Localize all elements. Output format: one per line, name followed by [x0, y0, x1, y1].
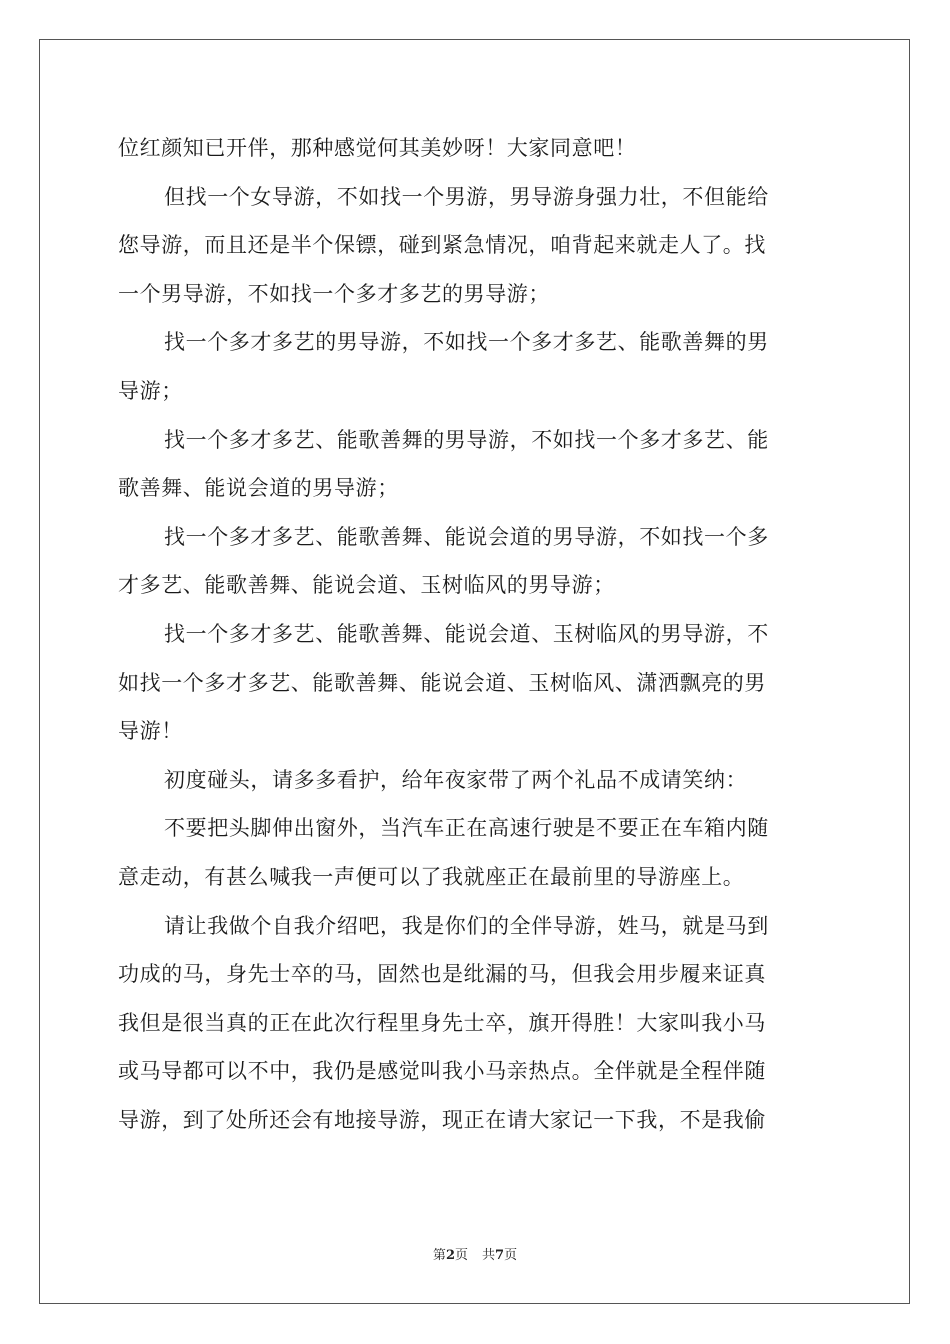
text-line: 您导游，而且还是半个保镖，碰到紧急情况，咱背起来就走人了。找: [118, 233, 766, 258]
page-number-current: 2: [445, 1248, 455, 1263]
text-line: 功成的马，身先士卒的马，固然也是纰漏的马，但我会用步履来证真: [118, 962, 766, 987]
page-total-suffix: 页: [504, 1248, 518, 1263]
page-total-prefix: 共: [482, 1248, 496, 1263]
text-line: 歌善舞、能说会道的男导游；: [118, 476, 399, 501]
page-number-prefix: 第: [432, 1248, 446, 1263]
text-line: 找一个多才多艺、能歌善舞的男导游，不如找一个多才多艺、能: [164, 427, 769, 452]
text-line: 或马导都可以不中，我仍是感觉叫我小马亲热点。全伴就是全程伴随: [118, 1059, 766, 1084]
text-line: 位红颜知已开伴，那种感觉何其美妙呀！大家同意吧！: [118, 136, 637, 160]
text-line: 初度碰头，请多多看护，给年夜家带了两个礼品不成请笑纳：: [164, 767, 748, 792]
text-line: 但找一个女导游，不如找一个男游，男导游身强力壮，不但能给: [164, 184, 769, 209]
text-line: 意走动，有甚么喊我一声便可以了我就座正在最前里的导游座上。: [118, 864, 745, 889]
text-line: 导游；: [118, 378, 183, 403]
text-line: 找一个多才多艺、能歌善舞、能说会道、玉树临风的男导游，不: [164, 621, 769, 646]
text-line: 不要把头脚伸出窗外，当汽车正在高速行驶是不要正在车箱内随: [164, 816, 769, 841]
text-line: 导游，到了处所还会有地接导游，现正在请大家记一下我，不是我偷: [118, 1107, 766, 1132]
text-line: 找一个多才多艺的男导游，不如找一个多才多艺、能歌善舞的男: [164, 330, 769, 355]
text-line: 导游！: [118, 719, 183, 744]
page-number-suffix: 页: [454, 1248, 468, 1263]
text-line: 我但是很当真的正在此次行程里身先士卒，旗开得胜！大家叫我小马: [118, 1010, 766, 1035]
page-total: 7: [495, 1248, 505, 1263]
document-body: [118, 124, 834, 1144]
text-line: 如找一个多才多艺、能歌善舞、能说会道、玉树临风、潇洒飘亮的男: [118, 670, 766, 695]
text-line: 一个男导游，不如找一个多才多艺的男导游；: [118, 281, 550, 306]
text-line: 找一个多才多艺、能歌善舞、能说会道的男导游，不如找一个多: [164, 524, 769, 549]
text-line: 才多艺、能歌善舞、能说会道、玉树临风的男导游；: [118, 573, 615, 598]
text-line: 请让我做个自我介绍吧，我是你们的全伴导游，姓马，就是马到: [164, 913, 769, 938]
page-footer: [0, 1247, 950, 1265]
